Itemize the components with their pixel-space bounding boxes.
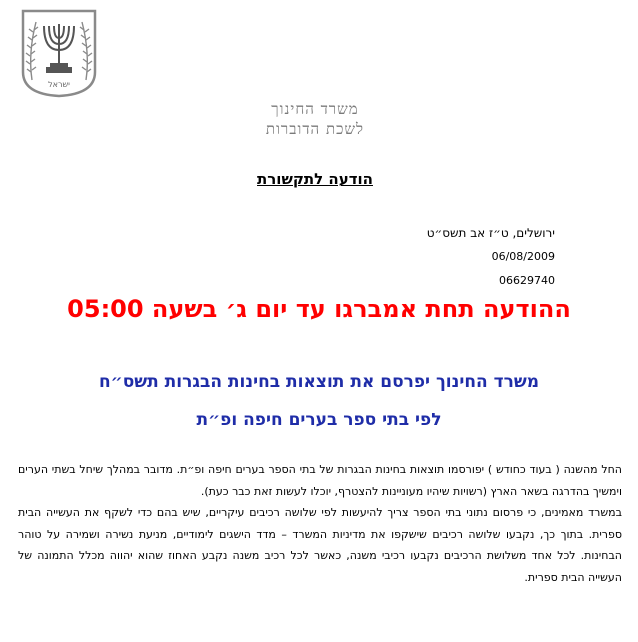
body-paragraph-1: החל מהשנה ( בעוד כחודש ) יפורסמו תוצאות בחינות הבגרות של בתי הספר בערים חיפה ופ״ת. מדובר במהלך שיחל בשתי הערים וימשיך בהדרגה בשאר הארץ (רשויות שיהיו מעוניינות להצטרף, יוכלו לעשות זאת כבר כעת). — [18, 463, 622, 498]
body-text — [18, 459, 622, 588]
notice-title: הודעה לתקשורת — [257, 170, 373, 188]
state-emblem-logo — [20, 8, 98, 98]
headline-line-1: משרד החינוך יפרסם את תוצאות בחינות הבגרות תשס״ח — [98, 372, 540, 392]
reference-number: 06629740 — [499, 274, 555, 287]
place-and-hebrew-date: ירושלים, ט״ז אב תשס״ט — [426, 226, 555, 240]
body-paragraph-2: במשרד מאמינים, כי פרסום נתוני בתי הספר צריך להיעשות לפי שלושה רכיבים עיקריים, שיש בהם כדי לשקף את העשייה הבית ספרית. בתוך כך, נקבעו שלושה רכיבים שישקפו את מדיניות המשרד – מדד הישגים לימודיים, מניעת נשירה ושמירה על טוהר הבחינות. לכל אחד משלושת הרכיבים נקבעו רכיבי משנה, כאשר לכל רכיב משנה נקבע האחוז שהוא יהווה מכלל התמונה של העשייה הבית ספרית. — [18, 506, 622, 584]
headline-line-2: לפי בתי ספר בערים חיפה ופ״ת — [196, 410, 442, 430]
gregorian-date: 06/08/2009 — [491, 250, 555, 263]
ministry-department: לשכת הדוברות — [265, 120, 365, 138]
emblem-label: ישראל — [48, 80, 70, 89]
ministry-name: משרד החינוך — [271, 100, 359, 118]
embargo-notice: ההודעה תחת אמברגו עד יום ג׳ בשעה 05:00 — [67, 295, 571, 323]
